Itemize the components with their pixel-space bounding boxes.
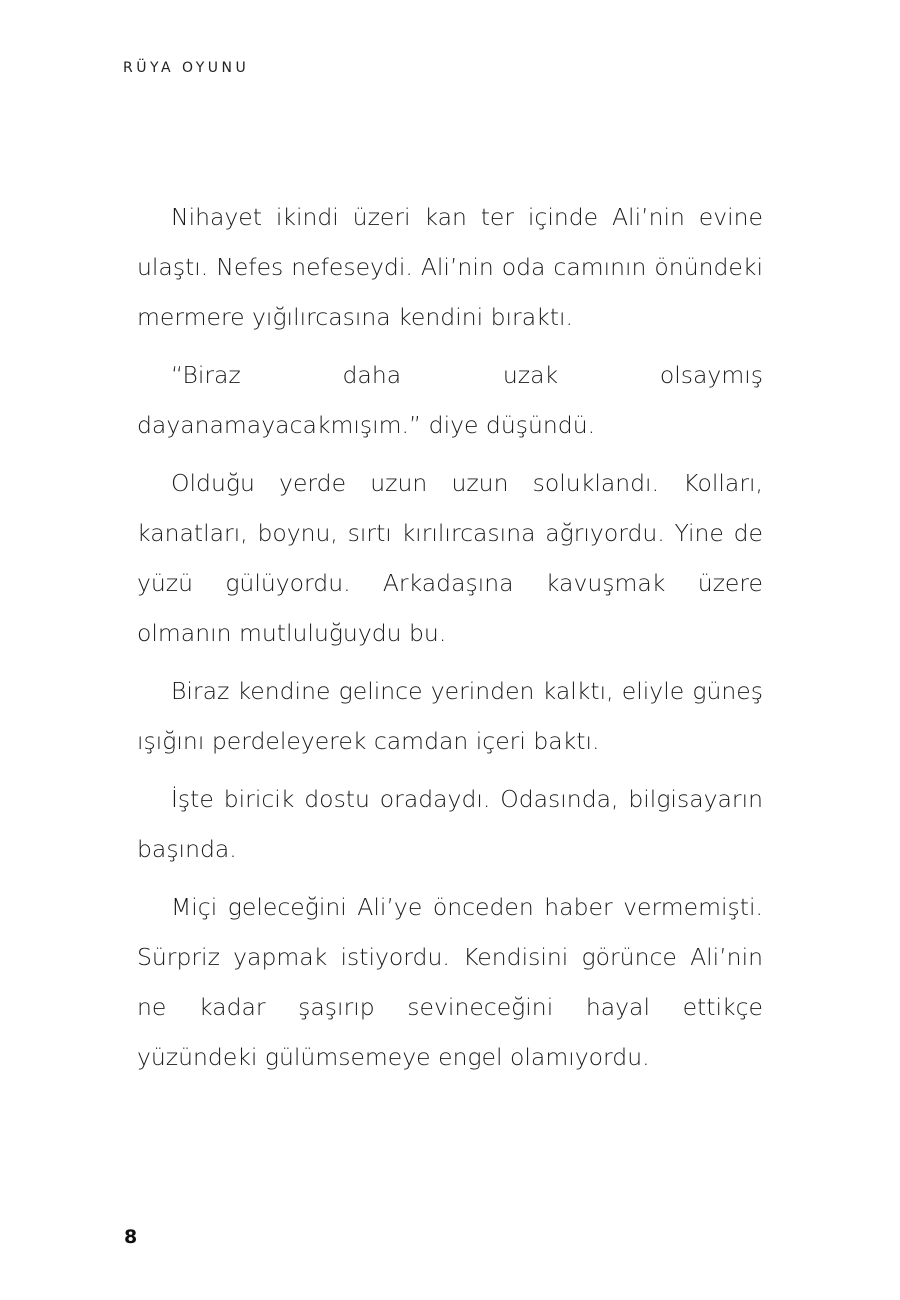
- body-text: [137, 192, 763, 1090]
- paragraph: “Biraz daha uzak olsaymış dayanamayacakmışım.” diye düşündü.: [137, 361, 763, 439]
- paragraph: Biraz kendine gelince yerinden kalktı, eliyle güneş ışığını perdeleyerek camdan içeri baktı.: [137, 677, 763, 755]
- paragraph: İşte biricik dostu oradaydı. Odasında, bilgisayarın başında.: [137, 785, 763, 863]
- page-number: 8: [124, 1226, 138, 1248]
- paragraph: Nihayet ikindi üzeri kan ter içinde Ali’nin evine ulaştı. Nefes nefeseydi. Ali’nin oda camının önündeki mermere yığılırcasına kendini bıraktı.: [137, 203, 763, 331]
- paragraph: Olduğu yerde uzun uzun soluklandı. Kolları, kanatları, boynu, sırtı kırılırcasına ağrıyordu. Yine de yüzü gülüyordu. Arkadaşına kavuşmak üzere olmanın mutluluğuydu bu.: [137, 469, 763, 647]
- paragraph: Miçi geleceğini Ali’ye önceden haber vermemişti. Sürpriz yapmak istiyordu. Kendisini görünce Ali’nin ne kadar şaşırıp sevineceğini hayal ettikçe yüzündeki gülümsemeye engel olamıyordu.: [137, 893, 763, 1071]
- running-title: RÜYA OYUNU: [123, 60, 250, 76]
